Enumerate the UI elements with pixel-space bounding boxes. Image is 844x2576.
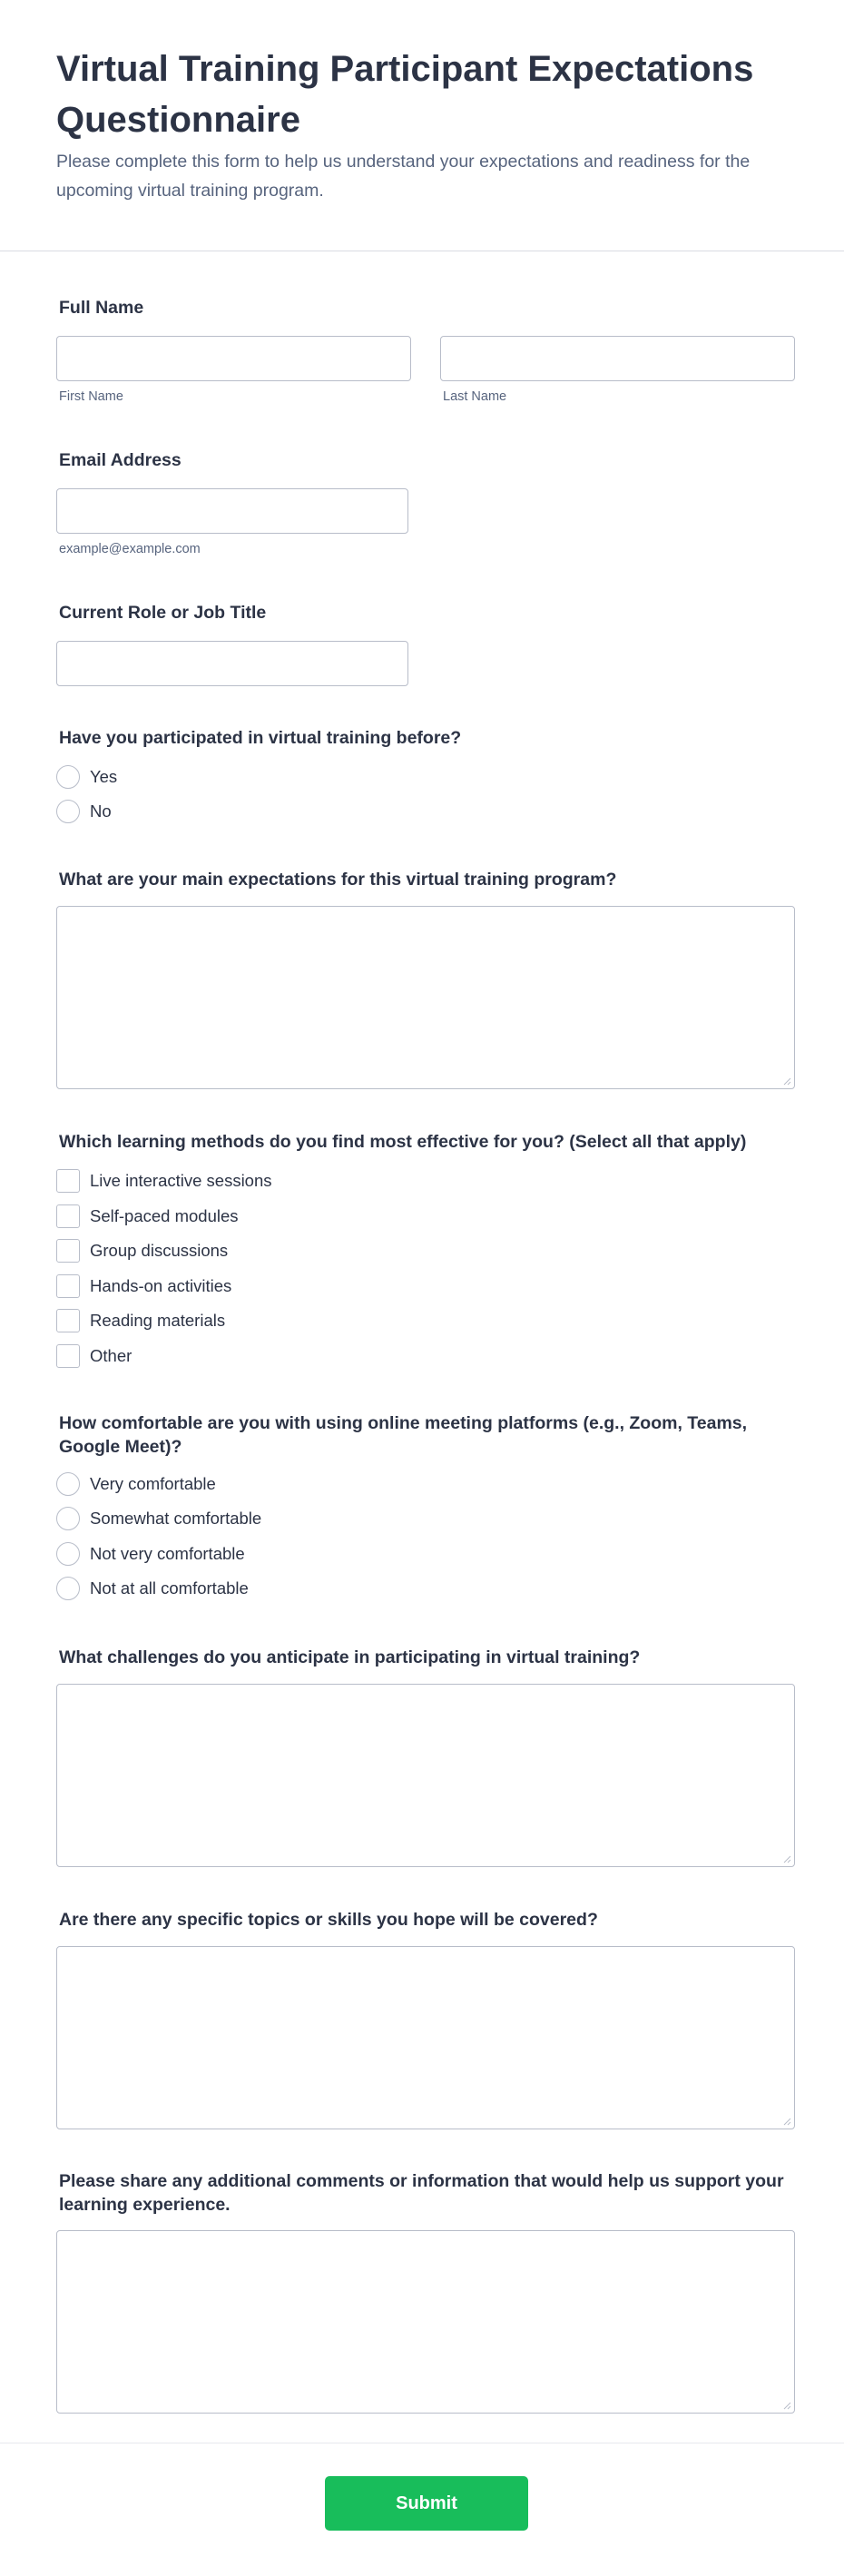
- checkbox-option-reading[interactable]: [56, 1309, 225, 1332]
- radio-button[interactable]: [56, 1507, 80, 1530]
- checkbox-option-group-discussions[interactable]: [56, 1239, 228, 1263]
- email-input[interactable]: [56, 488, 408, 534]
- form-header: [0, 0, 844, 251]
- topics-field: [56, 1908, 795, 2135]
- comfort-field: [56, 1411, 795, 1607]
- resize-grip-icon[interactable]: [782, 1854, 791, 1863]
- topics-label: Are there any specific topics or skills you hope will be covered?: [59, 1910, 598, 1930]
- radio-option-yes[interactable]: [56, 765, 117, 789]
- challenges-field: [56, 1646, 795, 1873]
- resize-grip-icon[interactable]: [782, 2401, 791, 2410]
- checkbox-option-label: Other: [90, 1346, 132, 1365]
- radio-option-not-at-all-comfortable[interactable]: [56, 1577, 249, 1600]
- checkbox-option-live-sessions[interactable]: [56, 1169, 272, 1193]
- radio-option-label: Not at all comfortable: [90, 1578, 249, 1598]
- radio-option-no[interactable]: [56, 800, 112, 823]
- methods-label: Which learning methods do you find most effective for you? (Select all that apply): [59, 1132, 747, 1152]
- radio-button[interactable]: [56, 1542, 80, 1566]
- radio-button[interactable]: [56, 800, 80, 823]
- comments-label: Please share any additional comments or information that would help us support your learning experience.: [59, 2171, 784, 2215]
- comments-field: [56, 2169, 795, 2424]
- checkbox-option-label: Self-paced modules: [90, 1206, 239, 1225]
- comfort-label: How comfortable are you with using online meeting platforms (e.g., Zoom, Teams, Google Meet)?: [59, 1413, 748, 1457]
- comments-textarea[interactable]: [56, 2230, 795, 2414]
- radio-option-very-comfortable[interactable]: [56, 1472, 216, 1496]
- participated-field: [56, 726, 795, 826]
- topics-textarea[interactable]: [56, 1946, 795, 2129]
- resize-grip-icon[interactable]: [782, 1077, 791, 1086]
- radio-option-somewhat-comfortable[interactable]: [56, 1507, 261, 1530]
- role-input[interactable]: [56, 641, 408, 686]
- radio-option-not-very-comfortable[interactable]: [56, 1542, 245, 1566]
- checkbox-option-other[interactable]: [56, 1344, 132, 1368]
- expectations-field: [56, 868, 795, 1095]
- checkbox-option-label: Hands-on activities: [90, 1276, 232, 1295]
- role-field: [56, 601, 795, 692]
- full-name-label: Full Name: [59, 298, 144, 318]
- radio-option-label: Somewhat comfortable: [90, 1509, 262, 1528]
- resize-grip-icon[interactable]: [782, 2117, 791, 2126]
- radio-button[interactable]: [56, 1577, 80, 1600]
- role-label: Current Role or Job Title: [59, 603, 267, 623]
- checkbox-option-label: Reading materials: [90, 1311, 226, 1330]
- challenges-textarea[interactable]: [56, 1684, 795, 1867]
- checkbox[interactable]: [56, 1274, 80, 1298]
- checkbox-option-self-paced[interactable]: [56, 1204, 239, 1228]
- participated-label: Have you participated in virtual training before?: [59, 728, 462, 748]
- first-name-sublabel: First Name: [59, 389, 123, 404]
- form-subtitle: Please complete this form to help us understand your expectations and readiness for the upcoming virtual training program.: [56, 152, 751, 201]
- radio-option-label: No: [90, 801, 112, 821]
- full-name-field: [56, 296, 795, 414]
- challenges-label: What challenges do you anticipate in participating in virtual training?: [59, 1647, 641, 1667]
- checkbox-option-hands-on[interactable]: [56, 1274, 231, 1298]
- expectations-label: What are your main expectations for this virtual training program?: [59, 870, 617, 890]
- email-sublabel: example@example.com: [59, 542, 201, 556]
- email-field: [56, 448, 795, 566]
- radio-option-label: Yes: [90, 767, 118, 786]
- checkbox[interactable]: [56, 1309, 80, 1332]
- last-name-input[interactable]: [440, 336, 795, 381]
- checkbox[interactable]: [56, 1239, 80, 1263]
- checkbox[interactable]: [56, 1169, 80, 1193]
- email-label: Email Address: [59, 450, 182, 470]
- checkbox[interactable]: [56, 1204, 80, 1228]
- checkbox[interactable]: [56, 1344, 80, 1368]
- checkbox-option-label: Live interactive sessions: [90, 1171, 272, 1190]
- radio-option-label: Very comfortable: [90, 1474, 216, 1493]
- form-title: Virtual Training Participant Expectations Questionnaire: [56, 49, 754, 140]
- expectations-textarea[interactable]: [56, 906, 795, 1089]
- form-footer: [0, 2443, 844, 2576]
- last-name-sublabel: Last Name: [443, 389, 507, 404]
- methods-field: [56, 1130, 795, 1375]
- radio-button[interactable]: [56, 765, 80, 789]
- radio-button[interactable]: [56, 1472, 80, 1496]
- checkbox-option-label: Group discussions: [90, 1241, 229, 1260]
- first-name-input[interactable]: [56, 336, 411, 381]
- radio-option-label: Not very comfortable: [90, 1544, 245, 1563]
- submit-button[interactable]: Submit: [325, 2476, 528, 2531]
